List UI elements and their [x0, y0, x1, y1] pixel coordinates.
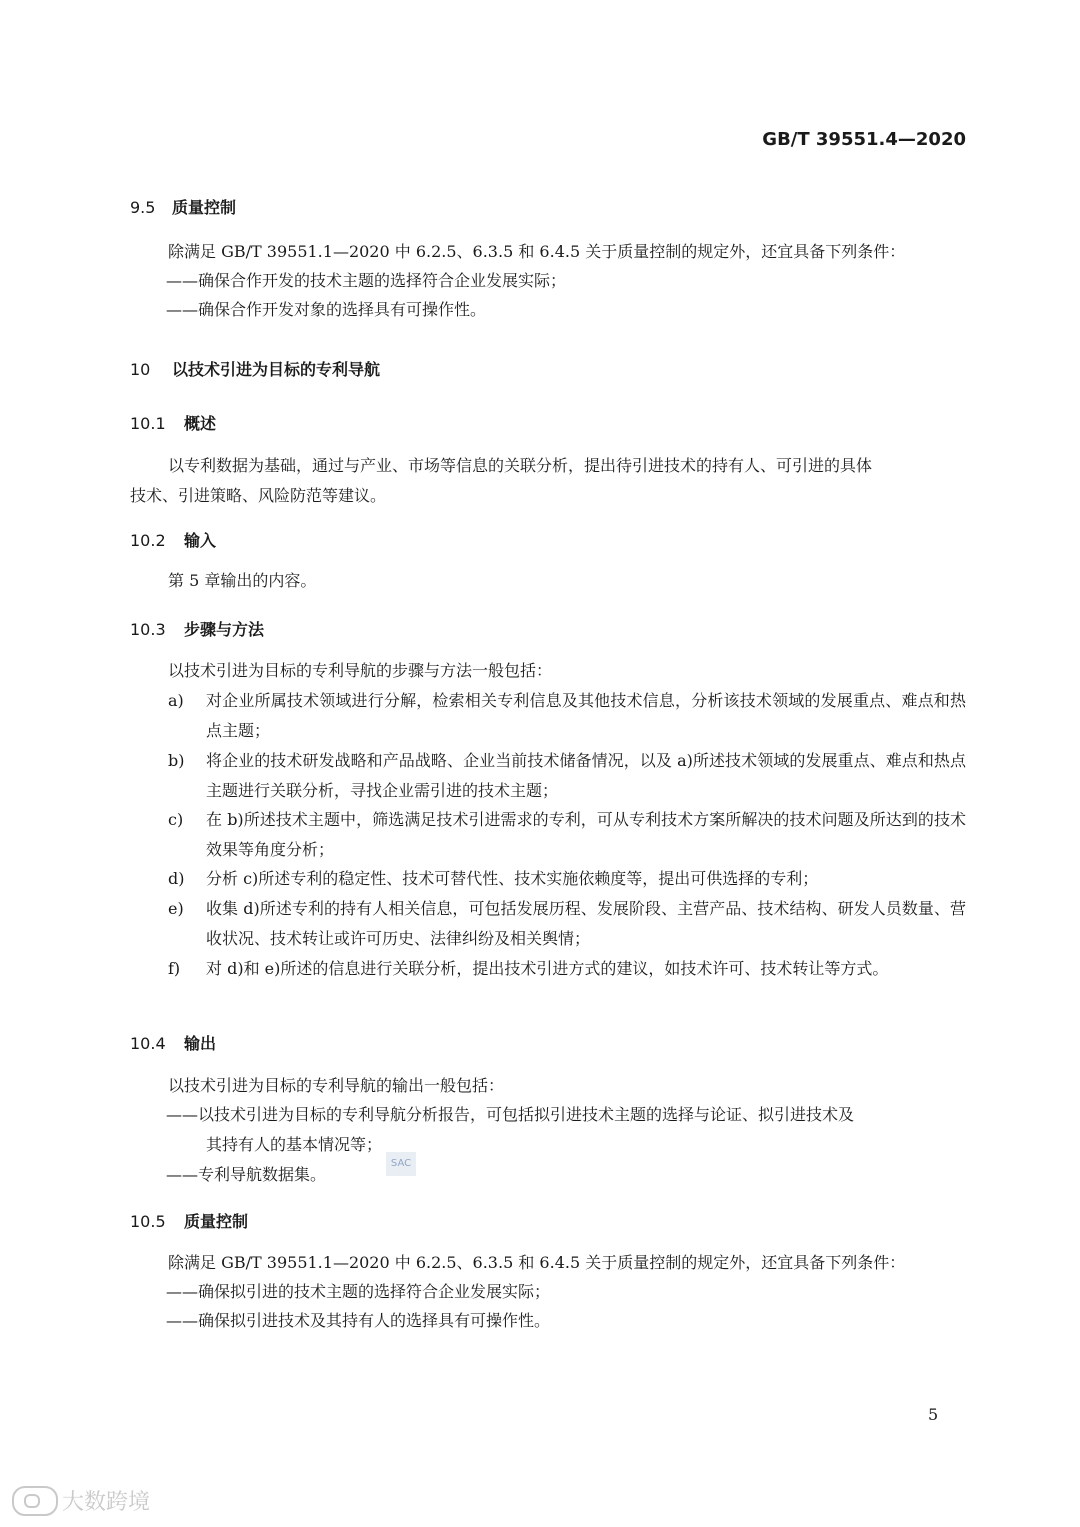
section-title: 步骤与方法 [184, 620, 265, 639]
watermark-logo-icon [12, 1486, 58, 1516]
page-number: 5 [928, 1405, 939, 1424]
paragraph-10-3-intro: 以技术引进为目标的专利导航的步骤与方法一般包括： [168, 661, 553, 680]
section-number: 10.3 [130, 620, 166, 639]
section-title: 质量控制 [172, 198, 237, 217]
list-item-continuation: 其持有人的基本情况等； [206, 1135, 383, 1154]
list-label: b) [168, 751, 185, 770]
list-item: 分析 c)所述专利的稳定性、技术可替代性、技术实施依赖度等，提出可供选择的专利； [206, 869, 819, 888]
list-label: d) [168, 869, 185, 888]
section-title: 输入 [184, 531, 217, 550]
section-number: 10.5 [130, 1212, 166, 1231]
paragraph-10-4-intro: 以技术引进为目标的专利导航的输出一般包括： [168, 1076, 505, 1095]
paragraph-10-5-intro: 除满足 GB/T 39551.1—2020 中 6.2.5、6.3.5 和 6.4.5 关于质量控制的规定外，还宜具备下列条件： [168, 1253, 906, 1272]
list-item: ——确保拟引进技术及其持有人的选择具有可操作性。 [166, 1311, 551, 1330]
section-number: 9.5 [130, 198, 156, 217]
section-title: 以技术引进为目标的专利导航 [172, 360, 381, 379]
section-heading-10-5 [130, 1209, 248, 1232]
section-number: 10.2 [130, 531, 166, 550]
list-item: 对 d)和 e)所述的信息进行关联分析，提出技术引进方式的建议，如技术许可、技术转让等方式。 [206, 959, 889, 978]
section-heading-10-4 [130, 1031, 216, 1054]
list-item: 对企业所属技术领域进行分解，检索相关专利信息及其他技术信息，分析该技术领域的发展重点、难点和热点主题； [206, 691, 966, 740]
section-heading-10-3 [130, 617, 264, 640]
list-item: ——确保合作开发对象的选择具有可操作性。 [166, 300, 487, 319]
section-heading-10-1 [130, 411, 216, 434]
list-label: c) [168, 810, 184, 829]
section-heading-9-5 [130, 195, 236, 218]
watermark-text: 大数跨境 [62, 1490, 151, 1515]
watermark [12, 1485, 150, 1516]
list-item: 将企业的技术研发战略和产品战略、企业当前技术储备情况，以及 a)所述技术领域的发展重点、难点和热点主题进行关联分析，寻找企业需引进的技术主题； [206, 751, 966, 800]
list-item: ——确保合作开发的技术主题的选择符合企业发展实际； [166, 271, 567, 290]
section-title: 概述 [184, 414, 217, 433]
standard-code: GB/T 39551.4—2020 [762, 129, 966, 150]
section-number: 10.1 [130, 414, 166, 433]
list-item: 在 b)所述技术主题中，筛选满足技术引进需求的专利，可从专利技术方案所解决的技术问题及所达到的技术效果等角度分析； [206, 810, 966, 859]
section-heading-10-2 [130, 528, 216, 551]
sac-stamp: SAC [386, 1152, 416, 1176]
list-item: ——以技术引进为目标的专利导航分析报告，可包括拟引进技术主题的选择与论证、拟引进技术及 [166, 1105, 855, 1124]
list-label: f) [168, 959, 181, 978]
paragraph-10-1-line1: 以专利数据为基础，通过与产业、市场等信息的关联分析，提出待引进技术的持有人、可引进的具体 [168, 456, 873, 475]
section-title: 输出 [184, 1034, 217, 1053]
section-number: 10 [130, 360, 151, 379]
section-title: 质量控制 [184, 1212, 249, 1231]
list-label: a) [168, 691, 184, 710]
list-label: e) [168, 899, 184, 918]
list-item: ——专利导航数据集。 [166, 1165, 327, 1184]
list-item: ——确保拟引进的技术主题的选择符合企业发展实际； [166, 1282, 551, 1301]
list-item: 收集 d)所述专利的持有人相关信息，可包括发展历程、发展阶段、主营产品、技术结构、研发人员数量、营收状况、技术转让或许可历史、法律纠纷及相关舆情； [206, 899, 966, 948]
paragraph-10-2: 第 5 章输出的内容。 [168, 571, 317, 590]
section-heading-10 [130, 357, 380, 380]
section-number: 10.4 [130, 1034, 166, 1053]
paragraph-9-5-intro: 除满足 GB/T 39551.1—2020 中 6.2.5、6.3.5 和 6.4.5 关于质量控制的规定外，还宜具备下列条件： [168, 242, 906, 261]
paragraph-10-1-line2: 技术、引进策略、风险防范等建议。 [130, 486, 387, 505]
